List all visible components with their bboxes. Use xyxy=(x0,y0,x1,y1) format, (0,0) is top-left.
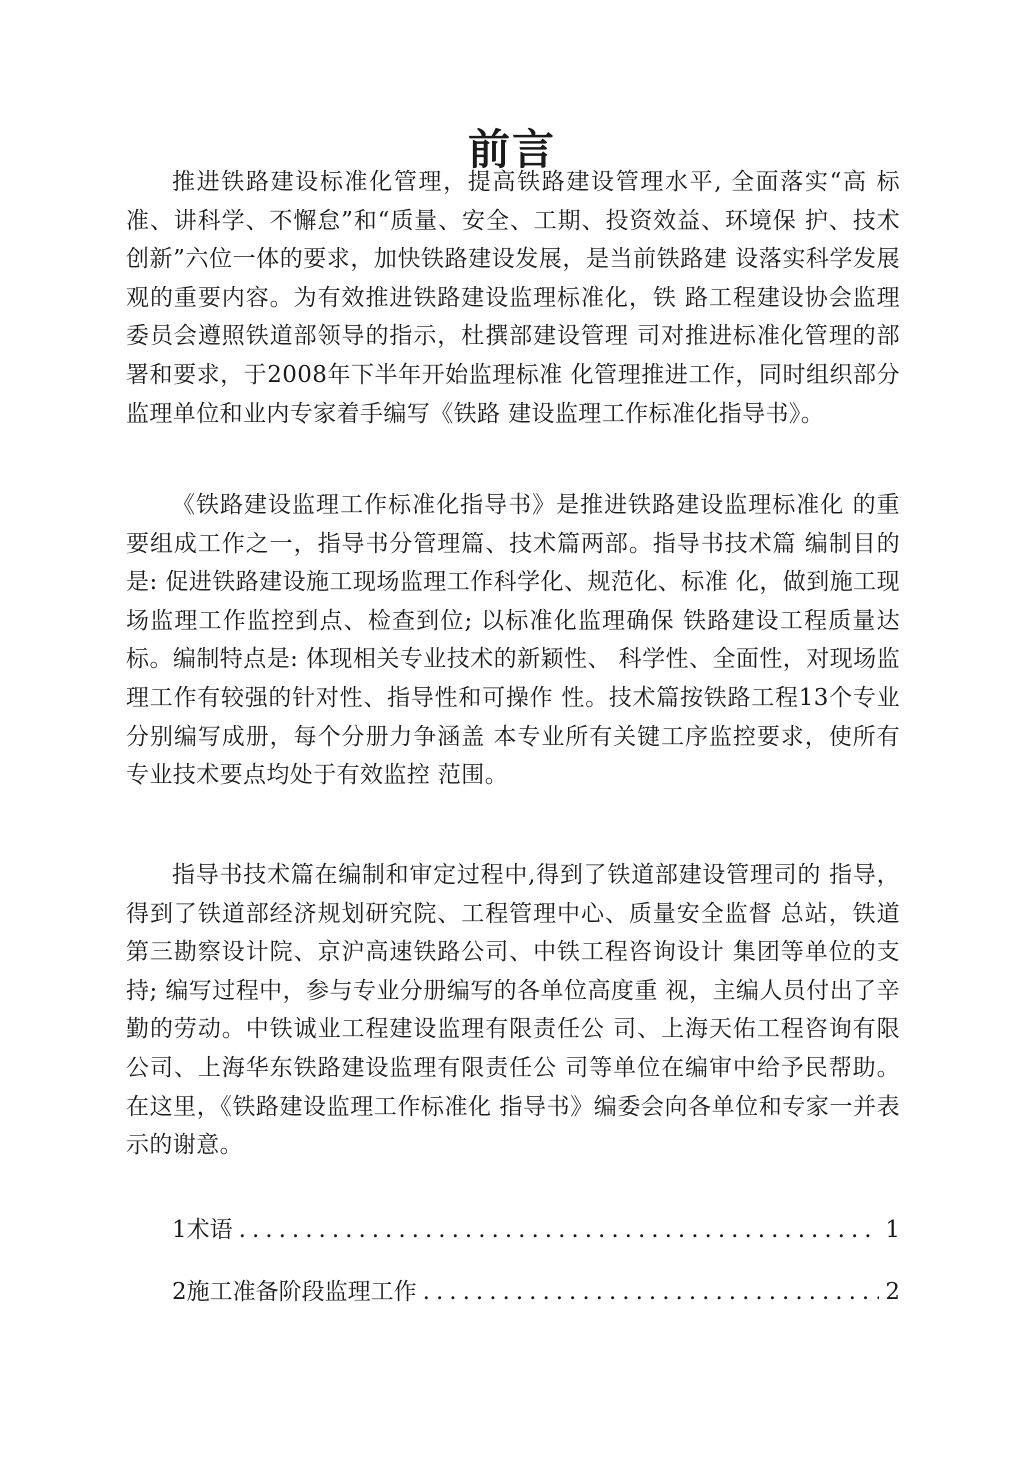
toc-entry-label: 1术语 xyxy=(172,1217,233,1243)
toc-entry-page-number: 1 xyxy=(885,1217,900,1243)
page-title: 前言 xyxy=(467,125,556,175)
toc-leader-dots xyxy=(239,1212,880,1248)
toc-entry-label: 2施工准备阶段监理工作 xyxy=(172,1279,417,1305)
toc-leader-dots xyxy=(423,1274,880,1310)
preface-paragraph-3: 指导书技术篇在编制和审定过程中,得到了铁道部建设管理司的 指导，得到了铁道部经济规划研究院、工程管理中心、质量安全监督 总站，铁道第三勘察设计院、京沪高速铁路公司、中铁工程咨询设计 集团等单位的支持; 编写过程中，参与专业分册编写的各单位高度重 视，主编人员付出了辛勤的劳动。中铁诚业工程建设监理有限责任公 司、上海天佑工程咨询有限公司、上海华东铁路建设监理有限责任公 司等单位在编审中给予民帮助。在这里，《铁路建设监理工作标准化 指导书》编委会向各单位和专家一并表示的谢意。 xyxy=(126,862,900,1159)
preface-paragraph-2: 《铁路建设监理工作标准化指导书》是推进铁路建设监理标准化 的重要组成工作之一，指导书分管理篇、技术篇两部。指导书技术篇 编制目的是: 促进铁路建设施工现场监理工作科学化、规范化、标准 化，做到施工现场监理工作监控到点、检查到位; 以标准化监理确保 铁路建设工程质量达标。编制特点是: 体现相关专业技术的新颖性、 科学性、全面性，对现场监理工作有较强的针对性、指导性和可操作 性。技术篇按铁路工程13个专业分别编写成册，每个分册力争涵盖 本专业所有关键工序监控要求，使所有专业技术要点均处于有效监控 范围。 xyxy=(126,492,900,789)
toc-entry-terms[interactable] xyxy=(172,1212,900,1248)
toc-entry-preparation-stage[interactable] xyxy=(172,1274,900,1310)
preface-paragraph-1: 推进铁路建设标准化管理，提高铁路建设管理水平, 全面落实“高 标准、讲科学、不懈怠”和“质量、安全、工期、投资效益、环境保 护、技术创新”六位一体的要求，加快铁路建设发展，是当前铁路建 设落实科学发展观的重要内容。为有效推进铁路建设监理标准化，铁 路工程建设协会监理委员会遵照铁道部领导的指示，杜撰部建设管理 司对推进标准化管理的部署和要求，于2008年下半年开始监理标准 化管理推进工作，同时组织部分监理单位和业内专家着手编写《铁路 建设监理工作标准化指导书》。 xyxy=(126,169,900,427)
toc-entry-page-number: 2 xyxy=(885,1279,900,1305)
